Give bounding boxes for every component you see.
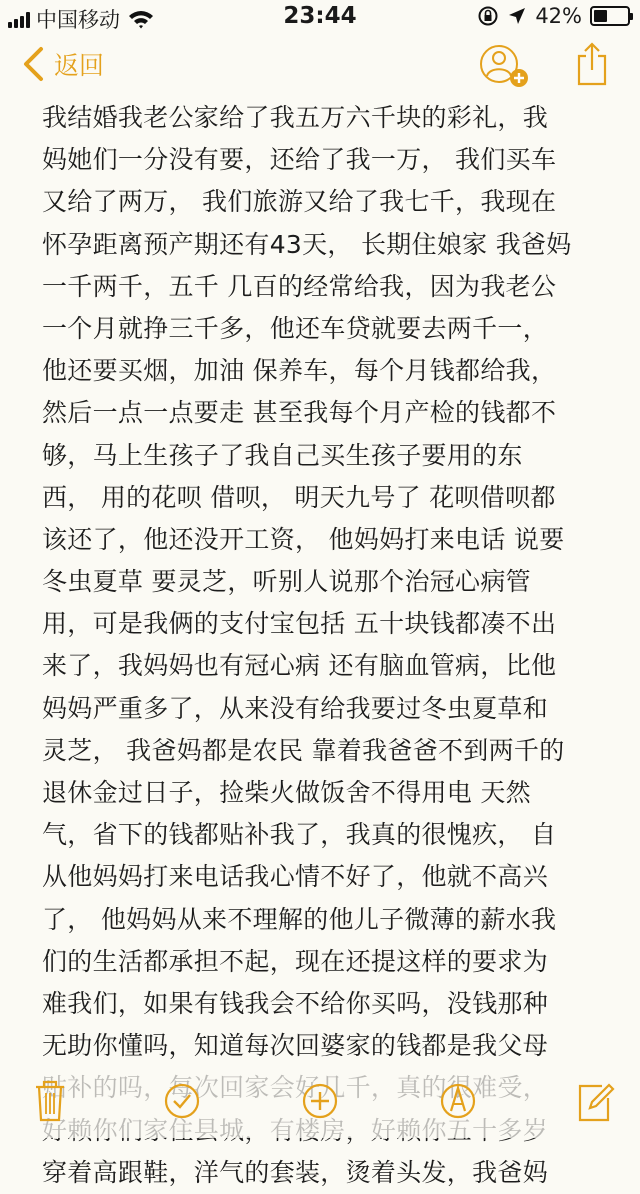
note-line: 我结婚我老公家给了我五万六千块的彩礼，我: [42, 103, 549, 132]
note-line: 从他妈妈打来电话我心情不好了，他就不高兴: [42, 862, 549, 892]
markup-icon: [442, 1085, 474, 1117]
note-line: 来了，我妈妈也有冠心病 还有脑血管病，比他: [42, 651, 557, 681]
note-line: 难我们，如果有钱我会不给你买吗，没钱那种: [42, 988, 549, 1018]
note-line: 退休金过日子，捡柴火做饭舍不得用电 天然: [42, 778, 531, 807]
share-button[interactable]: [574, 40, 610, 88]
add-person-icon: [481, 46, 528, 87]
back-label: 返回: [54, 51, 105, 80]
note-line: 一个月就挣三千多，他还车贷就要去两千一，: [42, 313, 549, 343]
note-line: 妈她们一分没有要，还给了我一万， 我们买车: [42, 145, 557, 175]
note-line: 该还了，他还没开工资， 他妈妈打来电话 说要: [42, 524, 565, 554]
compose-button[interactable]: [576, 1076, 616, 1126]
note-line: 们的生活都承担不起，现在还提这样的要求为: [42, 946, 549, 976]
markup-button[interactable]: [438, 1076, 478, 1126]
trash-icon: [36, 1082, 64, 1120]
note-line: 气，省下的钱都贴补我了，我真的很愧疚， 自: [42, 820, 557, 850]
add-icon: [304, 1085, 336, 1117]
note-line: 妈妈严重多了，从来没有给我要过冬虫夏草和: [42, 693, 549, 723]
note-line: 然后一点一点要走 甚至我每个月产检的钱都不: [42, 398, 557, 428]
note-text[interactable]: [42, 97, 612, 1194]
status-bar: [0, 0, 640, 36]
navigation-bar: [0, 36, 640, 98]
add-person-button[interactable]: [478, 42, 530, 90]
note-line: 穿着高跟鞋，洋气的套装，烫着头发，我爸妈: [42, 1157, 549, 1187]
note-line: 怀孕距离预产期还有43天， 长期住娘家 我爸妈: [42, 229, 572, 259]
note-line: 他还要买烟，加油 保养车，每个月钱都给我，: [42, 356, 557, 386]
add-button[interactable]: [300, 1076, 340, 1126]
note-line: 西， 用的花呗 借呗， 明天九号了 花呗借呗都: [42, 482, 556, 512]
note-line: 冬虫夏草 要灵芝，听别人说那个治冠心病管: [42, 567, 531, 597]
back-button[interactable]: [22, 46, 104, 82]
note-line: 了， 他妈妈从来不理解的他儿子微薄的薪水我: [42, 904, 557, 934]
checklist-button[interactable]: [162, 1076, 202, 1126]
note-line: 又给了两万， 我们旅游又给了我七千，我现在: [42, 187, 557, 217]
battery-icon: [590, 6, 630, 26]
delete-button[interactable]: [30, 1076, 70, 1126]
checklist-icon: [166, 1085, 198, 1117]
share-icon: [579, 44, 605, 84]
compose-icon: [580, 1085, 613, 1120]
status-right: [477, 4, 630, 28]
chevron-left-icon: [22, 46, 44, 82]
location-arrow-icon: [507, 6, 527, 26]
carrier-name: 中国移动: [36, 8, 120, 32]
orientation-lock-icon: [477, 5, 499, 27]
bottom-toolbar: [0, 1066, 640, 1138]
note-line: 一千两千，五千 几百的经常给我，因为我老公: [42, 271, 557, 301]
battery-percent: 42%: [535, 4, 582, 28]
status-time: 23:44: [283, 3, 357, 29]
note-line: 无助你懂吗，知道每次回婆家的钱都是我父母: [42, 1031, 549, 1061]
note-line: 够，马上生孩子了我自己买生孩子要用的东: [42, 440, 523, 470]
battery-fill: [594, 10, 607, 22]
note-line: 用，可是我俩的支付宝包括 五十块钱都凑不出: [42, 609, 557, 639]
note-line: 灵芝， 我爸妈都是农民 靠着我爸爸不到两千的: [42, 735, 565, 765]
